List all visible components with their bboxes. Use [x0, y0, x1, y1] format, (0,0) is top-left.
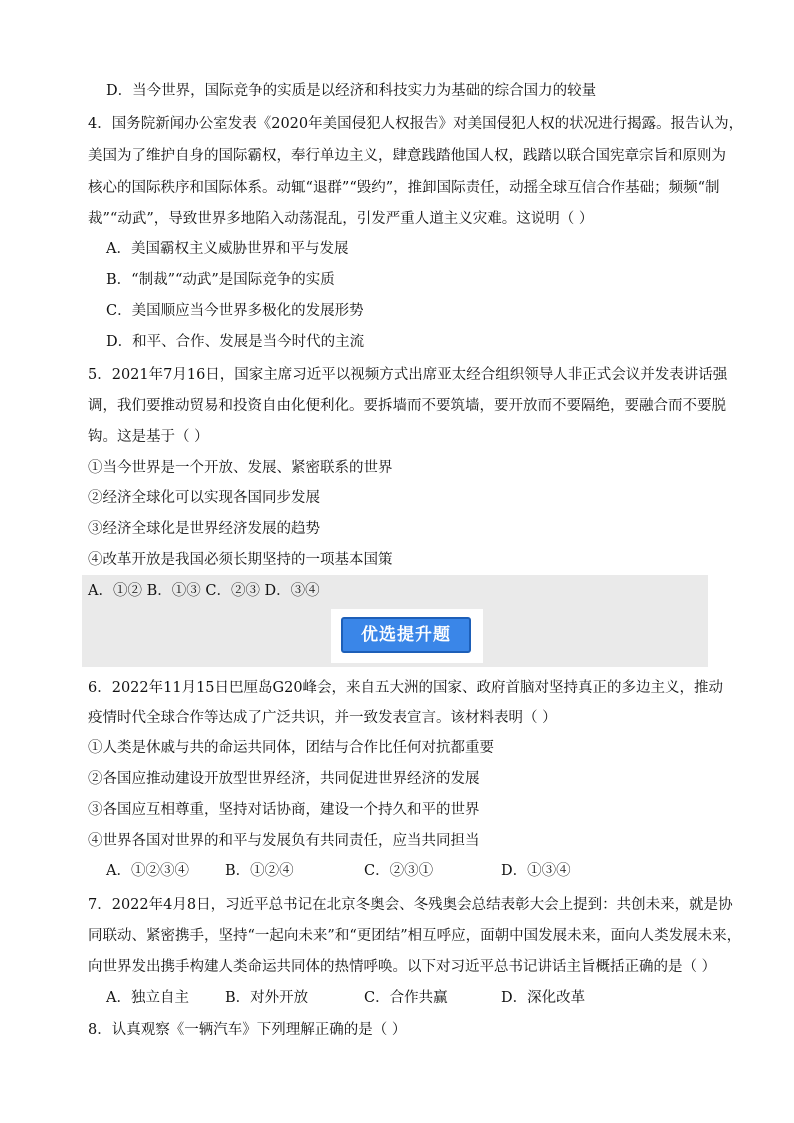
q4-stem-line-1: 4．国务院新闻办公室发表《2020年美国侵犯人权报告》对美国侵犯人权的状况进行揭露。报告认为， [88, 116, 744, 132]
q6-option-c: C．②③① [364, 863, 434, 879]
q7-option-a: A．独立自主 [106, 990, 189, 1006]
q5-statement-2: ②经济全球化可以实现各国同步发展 [88, 490, 320, 506]
q5-statement-4: ④改革开放是我国必须长期坚持的一项基本国策 [88, 552, 393, 568]
q5-options: A．①② B．①③ C．②③ D．③④ [88, 583, 320, 599]
q7-option-b: B．对外开放 [225, 990, 309, 1006]
q3-option-d: D．当今世界，国际竞争的实质是以经济和科技实力为基础的综合国力的较量 [106, 83, 597, 99]
q7-stem-line-1: 7．2022年4月8日，习近平总书记在北京冬奥会、冬残奥会总结表彰大会上提到：共创未来，就是协 [88, 897, 733, 913]
q5-stem-line-3: 钩。这是基于（ ） [88, 429, 209, 445]
section-banner-badge [331, 609, 483, 663]
q4-stem-line-4: 裁”“动武”，导致世界多地陷入动荡混乱，引发严重人道主义灾难。这说明（ ） [88, 211, 594, 227]
q7-option-d: D．深化改革 [501, 990, 586, 1006]
q5-statement-3: ③经济全球化是世界经济发展的趋势 [88, 521, 320, 537]
q7-stem-line-2: 同联动、紧密携手，坚持“一起向未来”和“更团结”相互呼应，面朝中国发展未来，面向人类发展未来， [88, 928, 742, 944]
q6-statement-1: ①人类是休戚与共的命运共同体，团结与合作比任何对抗都重要 [88, 740, 494, 756]
q4-stem-line-2: 美国为了维护自身的国际霸权，奉行单边主义，肆意践踏他国人权，践踏以联合国宪章宗旨和原则为 [88, 148, 726, 164]
q6-option-a: A．①②③④ [106, 863, 189, 879]
q6-stem-line-2: 疫情时代全球合作等达成了广泛共识，并一致发表宣言。该材料表明（ ） [88, 710, 557, 726]
section-banner-label: 优选提升题 [341, 617, 471, 653]
q6-statement-3: ③各国应互相尊重，坚持对话协商，建设一个持久和平的世界 [88, 802, 480, 818]
q6-statement-4: ④世界各国对世界的和平与发展负有共同责任，应当共同担当 [88, 833, 480, 849]
q7-stem-line-3: 向世界发出携手构建人类命运共同体的热情呼唤。以下对习近平总书记讲话主旨概括正确的是（ ） [88, 959, 717, 975]
q6-option-b: B．①②④ [225, 863, 294, 879]
q4-option-b: B．“制裁”“动武”是国际竞争的实质 [106, 272, 335, 288]
q5-stem-line-1: 5．2021年7月16日，国家主席习近平以视频方式出席亚太经合组织领导人非正式会议并发表讲话强 [88, 367, 728, 383]
q4-stem-line-3: 核心的国际秩序和国际体系。动辄“退群”“毁约”，推卸国际责任，动摇全球互信合作基础；频频“制 [88, 180, 720, 196]
q5-stem-line-2: 调，我们要推动贸易和投资自由化便利化。要拆墙而不要筑墙，要开放而不要隔绝，要融合而不要脱 [88, 398, 726, 414]
q6-statement-2: ②各国应推动建设开放型世界经济，共同促进世界经济的发展 [88, 771, 480, 787]
q4-option-a: A．美国霸权主义威胁世界和平与发展 [106, 241, 349, 257]
q4-option-c: C．美国顺应当今世界多极化的发展形势 [106, 303, 364, 319]
q6-option-d: D．①③④ [501, 863, 571, 879]
q7-option-c: C．合作共赢 [364, 990, 448, 1006]
q4-option-d: D．和平、合作、发展是当今时代的主流 [106, 334, 365, 350]
q5-statement-1: ①当今世界是一个开放、发展、紧密联系的世界 [88, 460, 393, 476]
q8-stem-line-1: 8．认真观察《一辆汽车》下列理解正确的是（ ） [88, 1022, 407, 1038]
q6-stem-line-1: 6．2022年11月15日巴厘岛G20峰会，来自五大洲的国家、政府首脑对坚持真正的多边主义，推动 [88, 680, 724, 696]
